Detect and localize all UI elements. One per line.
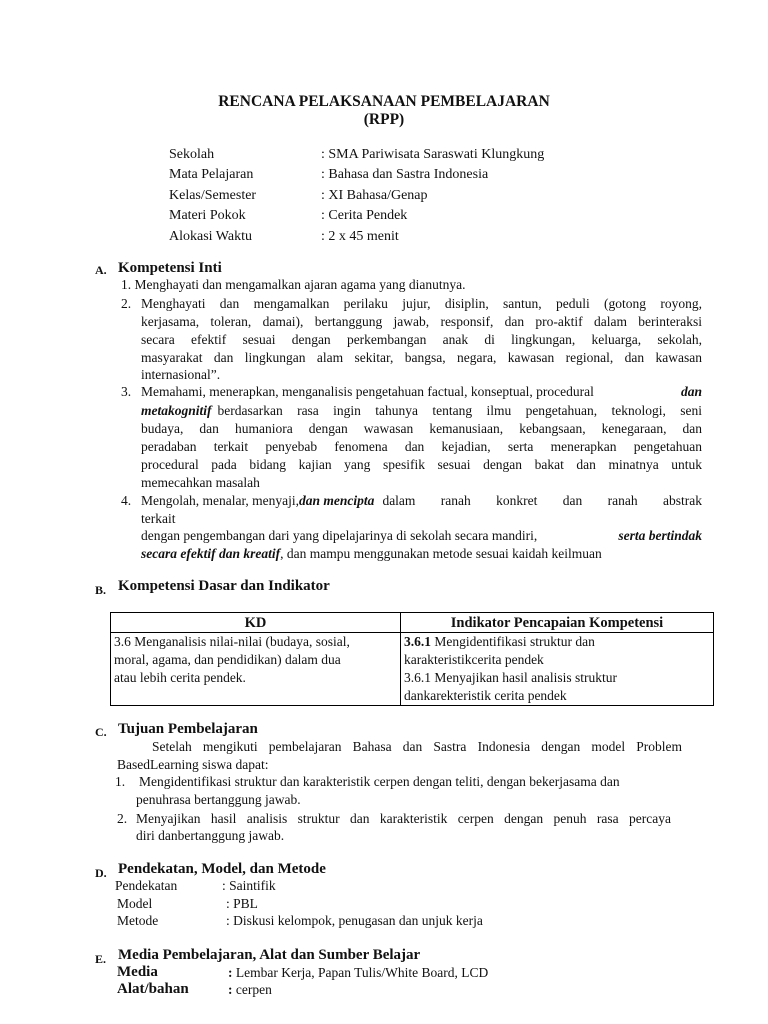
section-heading: Pendekatan, Model, dan Metode bbox=[118, 861, 326, 877]
field-value bbox=[228, 982, 272, 998]
text-run: Memahami, menerapkan, menganalisis pengetahuan factual, konseptual, procedural bbox=[141, 384, 594, 399]
identity-label: Mata Pelajaran bbox=[169, 167, 254, 182]
text-run: berdasarkan rasa ingin tahunya tentang ilmu pengetahuan, teknologi, seni bbox=[217, 403, 702, 418]
document-title: RENCANA PELAKSANAAN PEMBELAJARAN bbox=[218, 93, 550, 110]
list-number: 4. bbox=[121, 493, 132, 508]
cell-line: karakteristikcerita pendek bbox=[404, 652, 544, 667]
cell-line: moral, agama, dan pendidikan) dalam dua bbox=[114, 652, 341, 667]
paragraph-line: budaya, dan humaniora dengan wawasan kemanusiaan, kebangsaan, kenegaraan, dan bbox=[141, 421, 702, 436]
identity-value: : XI Bahasa/Genap bbox=[321, 188, 428, 203]
field-value: : Saintifik bbox=[222, 878, 276, 893]
paragraph-line: procedural pada bidang kajian yang spesifik sesuai dengan bakat dan minatnya untuk bbox=[141, 457, 702, 472]
paragraph-line: kerjasama, toleran, damai), bertanggung jawab, responsif, dan pro-aktif dalam berinteraksi bbox=[141, 314, 702, 329]
identity-label: Alokasi Waktu bbox=[169, 229, 252, 244]
paragraph-line bbox=[141, 493, 702, 509]
section-letter: E. bbox=[95, 952, 107, 966]
identity-value: : SMA Pariwisata Saraswati Klungkung bbox=[321, 147, 545, 162]
section-letter: C. bbox=[95, 725, 107, 739]
list-item: 1. Menghayati dan mengamalkan ajaran agama yang dianutnya. bbox=[121, 277, 466, 292]
list-number: 2. bbox=[117, 811, 128, 826]
emphasis-text: serta bertindak bbox=[618, 528, 702, 543]
field-value: : PBL bbox=[226, 896, 258, 911]
table-row bbox=[111, 633, 714, 706]
field-value: : Diskusi kelompok, penugasan dan unjuk kerja bbox=[226, 913, 483, 928]
paragraph-line bbox=[141, 528, 702, 544]
indicator-number: 3.6.1 bbox=[404, 634, 431, 649]
cell-line: 3.6.1 Menyajikan hasil analisis struktur bbox=[404, 670, 617, 685]
table-header-row bbox=[111, 613, 714, 633]
paragraph-line: internasional”. bbox=[141, 367, 221, 382]
cell-line: atau lebih cerita pendek. bbox=[114, 670, 246, 685]
emphasis-text: secara efektif dan kreatif bbox=[141, 546, 281, 561]
text-run: Mengolah, menalar, menyaji, bbox=[141, 493, 300, 508]
field-label: Alat/bahan bbox=[117, 981, 189, 997]
competency-table bbox=[110, 612, 714, 706]
text-run: Lembar Kerja, Papan Tulis/White Board, LCD bbox=[232, 965, 489, 980]
list-number: 2. bbox=[121, 296, 132, 311]
section-letter: A. bbox=[95, 263, 107, 277]
table-cell bbox=[401, 633, 714, 706]
table-cell bbox=[111, 633, 401, 706]
text-run: , dan mampu menggunakan metode sesuai kaidah keilmuan bbox=[280, 546, 602, 561]
emphasis-text: metakognitif bbox=[141, 403, 212, 418]
list-number: 3. bbox=[121, 384, 132, 399]
field-label: Model bbox=[117, 896, 153, 911]
paragraph-line: diri danbertanggung jawab. bbox=[136, 828, 285, 843]
paragraph-line bbox=[141, 384, 702, 400]
paragraph-line: peradaban terkait penyebab fenomena dan kejadian, serta menerapkan pengetahuan bbox=[141, 439, 702, 454]
document-subtitle: (RPP) bbox=[363, 111, 405, 128]
paragraph-line bbox=[141, 403, 702, 419]
paragraph-line: Menghayati dan mengamalkan perilaku jujur, disiplin, santun, peduli (gotong royong, bbox=[141, 296, 702, 311]
paragraph-line: penuhrasa bertanggung jawab. bbox=[136, 792, 301, 807]
text-run: cerpen bbox=[232, 982, 272, 997]
field-colon: : bbox=[228, 965, 233, 980]
text-run: dengan pengembangan dari yang dipelajarinya di sekolah secara mandiri, bbox=[141, 528, 538, 543]
section-heading: Tujuan Pembelajaran bbox=[118, 721, 258, 737]
identity-value: : Bahasa dan Sastra Indonesia bbox=[321, 167, 489, 182]
table-header-cell: Indikator Pencapaian Kompetensi bbox=[401, 613, 714, 633]
paragraph-line: Mengidentifikasi struktur dan karakteristik cerpen dengan teliti, dengan bekerjasama dan bbox=[139, 774, 620, 789]
paragraph-line: secara efektif sesuai dengan perkembangan anak di lingkungan, keluarga, sekolah, bbox=[141, 332, 702, 347]
identity-value: : 2 x 45 menit bbox=[321, 229, 399, 244]
field-label: Media bbox=[117, 964, 158, 980]
section-letter: B. bbox=[95, 583, 107, 597]
list-number: 1. bbox=[115, 774, 126, 789]
identity-label: Materi Pokok bbox=[169, 208, 246, 223]
paragraph-line: terkait bbox=[141, 511, 176, 526]
section-heading: Kompetensi Inti bbox=[118, 260, 222, 276]
paragraph-line: memecahkan masalah bbox=[141, 475, 260, 490]
emphasis-text: dan bbox=[680, 384, 702, 399]
emphasis-text: dan mencipta bbox=[299, 493, 375, 508]
paragraph-line: Setelah mengikuti pembelajaran Bahasa dan Sastra Indonesia dengan model Problem bbox=[152, 739, 682, 754]
paragraph-line bbox=[141, 546, 602, 562]
field-label: Pendekatan bbox=[115, 878, 178, 893]
identity-label: Sekolah bbox=[169, 147, 215, 162]
section-heading: Kompetensi Dasar dan Indikator bbox=[118, 578, 330, 594]
paragraph-line: masyarakat dan lingkungan alam sekitar, bangsa, negara, kawasan regional, dan kawasan bbox=[141, 350, 702, 365]
text-run: Mengidentifikasi struktur dan bbox=[431, 634, 595, 649]
field-colon: : bbox=[228, 982, 233, 997]
text-run: dalam ranah konkret dan ranah abstrak bbox=[382, 493, 702, 508]
table-header-cell: KD bbox=[111, 613, 401, 633]
paragraph-line: Menyajikan hasil analisis struktur dan karakteristik cerpen dengan penuh rasa percaya bbox=[136, 811, 671, 826]
section-heading: Media Pembelajaran, Alat dan Sumber Belajar bbox=[118, 947, 421, 963]
cell-line: dankarekteristik cerita pendek bbox=[404, 688, 567, 703]
cell-line bbox=[404, 633, 710, 651]
section-letter: D. bbox=[95, 866, 107, 880]
field-value bbox=[228, 965, 488, 981]
cell-line: 3.6 Menganalisis nilai-nilai (budaya, sosial, bbox=[114, 634, 350, 649]
paragraph-line: BasedLearning siswa dapat: bbox=[117, 757, 269, 772]
field-label: Metode bbox=[117, 913, 159, 928]
identity-value: : Cerita Pendek bbox=[321, 208, 408, 223]
identity-label: Kelas/Semester bbox=[169, 188, 257, 203]
